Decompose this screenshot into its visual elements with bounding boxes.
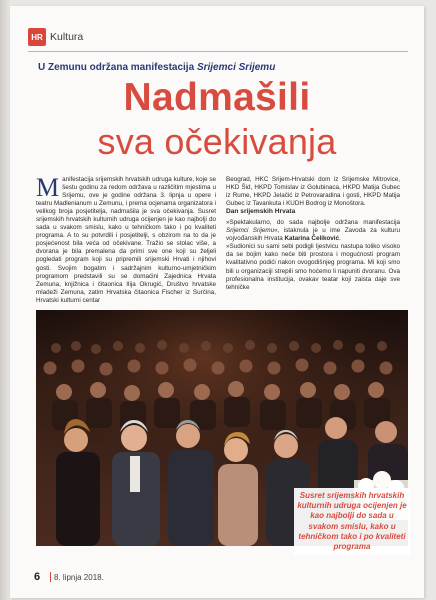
hr-logo-icon: HR bbox=[28, 28, 46, 46]
magazine-page bbox=[10, 6, 424, 598]
headline-line-2: sva očekivanja bbox=[97, 121, 337, 162]
quote-person: Katarina Čeliković bbox=[284, 235, 340, 243]
body-paragraph: »Sudionici su sami sebi podigli ljestvicu nastupa toliko visoko da se bojim kako neće biti prostora i mogućnosti program kvalitativno podići nakon ovogodišnjeg programa. Mi koji smo bili u organizaciji strepili smo hoćemo li napuniti dvoranu. Ova profesionalna institucija, ovakav teatar koji zaista daje sve tehničke bbox=[226, 243, 400, 291]
body-text: anifestacija srijemskih hrvatskih udruga kulture, koje se šestu godinu za redom održava u različitim mjestima u Srijemu, ove je godine održana 3. lipnja u opere i teatru Madlenianum u Zemunu, i prema ocjenama organizatora i velikog broja posjetitelja, nadmašila je sva očekivanja. Susret srijemskih hrvatskih kulturnih udruga ocijenjen je kao najbolji do sada u svakom smislu, kako u tehničkom tako i po kvaliteti programa. A to su potvrdili i posjetitelji, s obzirom na to da je posjećenost bila veća od očekivane. Tražio se stolac više, a dvorana je bila premalena da primi sve one koji su željeli pogledati program koji su pripremili srijemski Hrvati i njihovi gosti. Svojim bogatim i sadržajnim kulturno-umjetničkim programom predstavili su se domaćini Zajednica Hrvata Zemuna, knjižnica i čitaonica Ilija Okrugić, Društvo hrvatske mladeži Zemuna, zatim Hrvatska čitaonica Fischer iz Surčina, Hrvatski kulturni centar bbox=[36, 176, 216, 304]
page-gutter bbox=[0, 0, 10, 600]
header-divider bbox=[28, 51, 408, 52]
quote-text: . bbox=[339, 235, 341, 243]
kicker-text: U Zemunu održana manifestacija bbox=[38, 62, 197, 73]
footer-divider bbox=[50, 572, 51, 582]
quote-text: «, istaknula je u ime Zavoda za kulturu vojvođanskih Hrvata bbox=[226, 227, 401, 243]
kicker-event-name: Srijemci Srijemu bbox=[196, 62, 276, 73]
body-paragraph: Beograd, HKC Srijem-Hrvatski dom iz Srijemske Mitrovice, HKD Šid, HKPD Tomislav iz Golubinaca, HKPD Matija Gubec iz Rume, HKPD Jelačić iz Petrovaradina i gosti, HKPD Matija Gubec iz Tavankuta i KUDH Bodrog iz Monoštora. bbox=[226, 176, 400, 208]
headline-line-1: Nadmašili bbox=[123, 76, 311, 119]
issue-date: 8. lipnja 2018. bbox=[54, 573, 104, 582]
section-name: Kultura bbox=[50, 31, 84, 43]
drop-cap: M bbox=[36, 173, 60, 202]
body-paragraph bbox=[36, 173, 216, 305]
body-column-right bbox=[226, 176, 400, 292]
body-column-left bbox=[36, 173, 216, 305]
article-kicker bbox=[38, 62, 398, 73]
quote-paragraph bbox=[226, 219, 400, 243]
section-header bbox=[28, 28, 83, 46]
page-number: 6 bbox=[34, 571, 41, 583]
quote-event-name: Srijemci Srijemu bbox=[226, 227, 275, 235]
photo-caption: Susret srijemskih hrvatskih kulturnih udruga ocijenjen je kao najbolji do sada u svakom smislu, kako u tehničkom tako i po kvaliteti programa bbox=[294, 488, 410, 555]
quote-text: »Spektakularno, do sada najbolje održana manifestacija bbox=[226, 219, 400, 227]
article-subhead: Dan srijemskih Hrvata bbox=[226, 208, 296, 216]
article-headline bbox=[30, 76, 404, 164]
